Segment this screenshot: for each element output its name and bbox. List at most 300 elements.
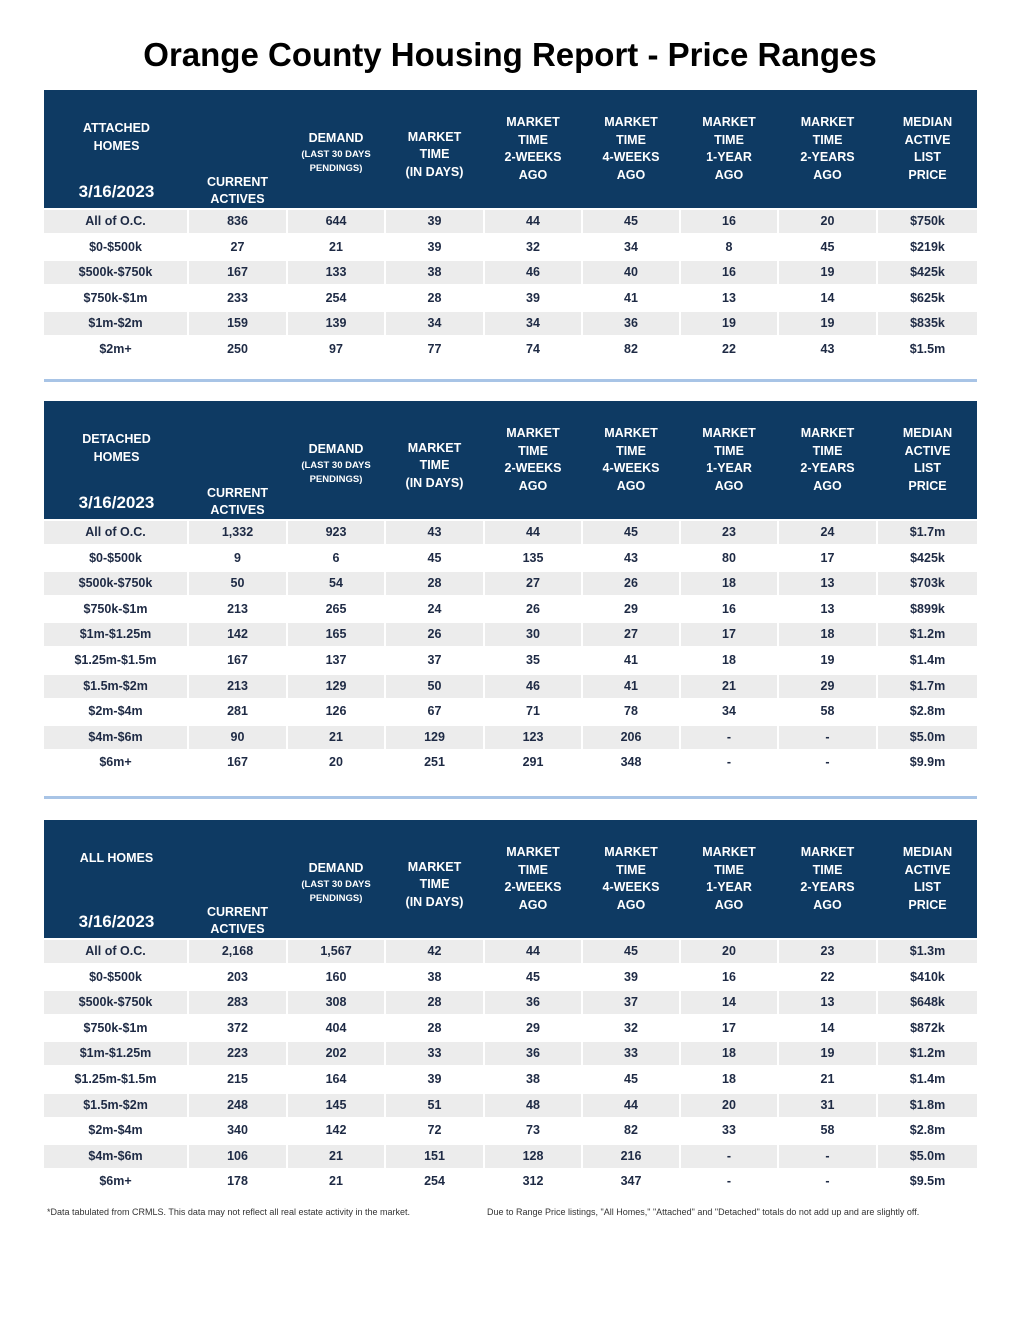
- table-cell: 71: [485, 700, 581, 723]
- table-cell: 145: [288, 1094, 384, 1117]
- price-range-cell: $4m-$6m: [44, 726, 187, 749]
- table-cell: 82: [583, 338, 679, 361]
- table-cell: 29: [779, 675, 876, 698]
- table-row: [44, 698, 977, 724]
- column-header: [681, 401, 777, 519]
- table-cell: 164: [288, 1068, 384, 1091]
- table-cell: 43: [386, 521, 483, 544]
- table-cell: 45: [485, 966, 581, 989]
- table-cell: 36: [583, 312, 679, 335]
- table-cell: 24: [386, 598, 483, 621]
- table-cell: 213: [189, 598, 286, 621]
- table-cell: 35: [485, 649, 581, 672]
- column-header-label: MEDIAN ACTIVE LIST PRICE: [902, 115, 953, 182]
- table-row: [44, 596, 977, 622]
- table-cell: 206: [583, 726, 679, 749]
- table-cell: 281: [189, 700, 286, 723]
- price-range-cell: All of O.C.: [44, 940, 187, 963]
- table-cell: 17: [681, 623, 777, 646]
- table-cell: $1.4m: [878, 649, 977, 672]
- footnote-source: *Data tabulated from CRMLS. This data may not reflect all real estate activity in the market.: [47, 1207, 410, 1217]
- table-cell: 19: [779, 649, 876, 672]
- column-header: [288, 401, 384, 523]
- table-row: [44, 1092, 977, 1118]
- table-cell: 23: [681, 521, 777, 544]
- segment-label: ALL HOMES: [79, 851, 154, 865]
- table-cell: 41: [583, 649, 679, 672]
- table-cell: 45: [583, 940, 679, 963]
- table-cell: 39: [583, 966, 679, 989]
- column-header-label: MARKET TIME 1-YEAR AGO: [702, 115, 756, 182]
- column-header: [681, 820, 777, 938]
- table-cell: 72: [386, 1119, 483, 1142]
- table-cell: 32: [485, 236, 581, 259]
- table-cell: 308: [288, 991, 384, 1014]
- section-divider: [44, 379, 977, 382]
- table-cell: $1.2m: [878, 1042, 977, 1065]
- table-cell: 33: [681, 1119, 777, 1142]
- table-cell: $1.2m: [878, 623, 977, 646]
- table-cell: $1.8m: [878, 1094, 977, 1117]
- table-cell: 20: [681, 1094, 777, 1117]
- table-cell: 34: [583, 236, 679, 259]
- table-row: [44, 519, 977, 545]
- table-cell: -: [681, 751, 777, 774]
- table-cell: 13: [779, 598, 876, 621]
- table-cell: -: [681, 1170, 777, 1193]
- table-cell: 33: [583, 1042, 679, 1065]
- price-range-cell: $0-$500k: [44, 236, 187, 259]
- table-cell: 123: [485, 726, 581, 749]
- table-cell: 13: [681, 287, 777, 310]
- table-cell: -: [681, 726, 777, 749]
- table-cell: 129: [386, 726, 483, 749]
- table-cell: 36: [485, 991, 581, 1014]
- column-header: [386, 401, 483, 525]
- price-range-cell: $1.5m-$2m: [44, 1094, 187, 1117]
- price-range-cell: $0-$500k: [44, 966, 187, 989]
- table-cell: 128: [485, 1145, 581, 1168]
- table-cell: 291: [485, 751, 581, 774]
- column-header: [878, 401, 977, 519]
- price-range-cell: $750k-$1m: [44, 1017, 187, 1040]
- table-row: [44, 285, 977, 311]
- column-header-label: MARKET TIME 1-YEAR AGO: [702, 426, 756, 493]
- column-header: [583, 401, 679, 519]
- table-cell: 18: [681, 1068, 777, 1091]
- table-cell: 46: [485, 675, 581, 698]
- report-date: 3/16/2023: [78, 493, 155, 512]
- column-header-label: MARKET TIME (IN DAYS): [405, 859, 464, 909]
- demand-header-sublabel: (LAST 30 DAYS PENDINGS): [301, 878, 371, 904]
- table-cell: 44: [485, 521, 581, 544]
- table-cell: 22: [681, 338, 777, 361]
- table-cell: 38: [386, 966, 483, 989]
- table-cell: 283: [189, 991, 286, 1014]
- table-cell: $872k: [878, 1017, 977, 1040]
- table-cell: 167: [189, 751, 286, 774]
- table-cell: 14: [779, 287, 876, 310]
- table-row: [44, 259, 977, 285]
- section-divider: [44, 796, 977, 799]
- table-cell: 347: [583, 1170, 679, 1193]
- table-cell: 135: [485, 547, 581, 570]
- table-header: [44, 401, 977, 519]
- table-cell: 248: [189, 1094, 286, 1117]
- table-row: [44, 964, 977, 990]
- price-range-cell: $1.25m-$1.5m: [44, 649, 187, 672]
- table-cell: 43: [779, 338, 876, 361]
- table-row: [44, 749, 977, 775]
- table-cell: 29: [583, 598, 679, 621]
- table-cell: 30: [485, 623, 581, 646]
- table-cell: 19: [681, 312, 777, 335]
- table-cell: 44: [485, 210, 581, 233]
- table-row: [44, 570, 977, 596]
- column-header: [779, 401, 876, 519]
- table-cell: 45: [583, 521, 679, 544]
- table-cell: 372: [189, 1017, 286, 1040]
- table-cell: 26: [583, 572, 679, 595]
- column-header: [386, 820, 483, 944]
- table-cell: 644: [288, 210, 384, 233]
- table-cell: 254: [288, 287, 384, 310]
- table-row: [44, 621, 977, 647]
- price-range-cell: $1.25m-$1.5m: [44, 1068, 187, 1091]
- table-cell: 16: [681, 210, 777, 233]
- column-header-label: MARKET TIME 2-WEEKS AGO: [504, 845, 562, 912]
- table-row: [44, 1015, 977, 1041]
- table-cell: $425k: [878, 261, 977, 284]
- column-header: [878, 820, 977, 938]
- table-cell: 167: [189, 649, 286, 672]
- table-cell: 133: [288, 261, 384, 284]
- table-cell: 167: [189, 261, 286, 284]
- price-range-cell: All of O.C.: [44, 521, 187, 544]
- column-header-label: MARKET TIME 2-YEARS AGO: [800, 845, 855, 912]
- price-range-cell: $500k-$750k: [44, 991, 187, 1014]
- table-cell: 41: [583, 675, 679, 698]
- table-row: [44, 310, 977, 336]
- column-header-label: CURRENT ACTIVES: [206, 174, 269, 206]
- column-header-label: MARKET TIME (IN DAYS): [405, 440, 464, 490]
- table-cell: 21: [288, 236, 384, 259]
- table-cell: 82: [583, 1119, 679, 1142]
- table-cell: 29: [485, 1017, 581, 1040]
- table-cell: 45: [779, 236, 876, 259]
- table-cell: 38: [386, 261, 483, 284]
- price-range-cell: All of O.C.: [44, 210, 187, 233]
- table-cell: 33: [386, 1042, 483, 1065]
- price-range-cell: $1m-$2m: [44, 312, 187, 335]
- table-cell: 18: [681, 572, 777, 595]
- column-header-label: MARKET TIME (IN DAYS): [405, 129, 464, 179]
- table-cell: 139: [288, 312, 384, 335]
- segment-label: ATTACHED HOMES: [83, 121, 150, 153]
- table-cell: 21: [288, 726, 384, 749]
- table-cell: 404: [288, 1017, 384, 1040]
- table-cell: 254: [386, 1170, 483, 1193]
- table-cell: 34: [386, 312, 483, 335]
- table-cell: 216: [583, 1145, 679, 1168]
- table-cell: 213: [189, 675, 286, 698]
- report-date: 3/16/2023: [78, 182, 155, 201]
- table-cell: 14: [779, 1017, 876, 1040]
- table-cell: $835k: [878, 312, 977, 335]
- price-range-cell: $2m-$4m: [44, 1119, 187, 1142]
- table-cell: 42: [386, 940, 483, 963]
- table-cell: 126: [288, 700, 384, 723]
- column-header: [583, 90, 679, 208]
- price-range-cell: $4m-$6m: [44, 1145, 187, 1168]
- table-cell: 1,567: [288, 940, 384, 963]
- table-cell: 22: [779, 966, 876, 989]
- table-cell: 27: [583, 623, 679, 646]
- table-cell: 80: [681, 547, 777, 570]
- table-cell: -: [779, 1145, 876, 1168]
- table-row: [44, 336, 977, 362]
- column-header: [779, 820, 876, 938]
- price-range-cell: $750k-$1m: [44, 287, 187, 310]
- table-cell: $750k: [878, 210, 977, 233]
- table-cell: 44: [583, 1094, 679, 1117]
- table-cell: 58: [779, 700, 876, 723]
- table-cell: 46: [485, 261, 581, 284]
- table-cell: 21: [288, 1145, 384, 1168]
- table-cell: $9.9m: [878, 751, 977, 774]
- table-cell: $899k: [878, 598, 977, 621]
- table-cell: -: [681, 1145, 777, 1168]
- column-header: [288, 90, 384, 212]
- table-cell: 48: [485, 1094, 581, 1117]
- column-header-label: MARKET TIME 4-WEEKS AGO: [602, 845, 660, 912]
- price-range-cell: $500k-$750k: [44, 261, 187, 284]
- table-cell: 37: [386, 649, 483, 672]
- table-cell: 137: [288, 649, 384, 672]
- table-cell: 40: [583, 261, 679, 284]
- table-cell: 26: [485, 598, 581, 621]
- table-row: [44, 724, 977, 750]
- table-cell: 58: [779, 1119, 876, 1142]
- table-cell: 28: [386, 1017, 483, 1040]
- column-header: [485, 90, 581, 208]
- price-range-cell: $1m-$1.25m: [44, 623, 187, 646]
- table-header: [44, 820, 977, 938]
- table-cell: 223: [189, 1042, 286, 1065]
- demand-header-label: DEMAND: [308, 442, 364, 457]
- table-cell: 312: [485, 1170, 581, 1193]
- price-range-cell: $6m+: [44, 751, 187, 774]
- table-cell: $625k: [878, 287, 977, 310]
- table-cell: 17: [681, 1017, 777, 1040]
- table-cell: 39: [386, 1068, 483, 1091]
- table-cell: $1.5m: [878, 338, 977, 361]
- table-cell: 90: [189, 726, 286, 749]
- table-cell: 18: [681, 1042, 777, 1065]
- table-cell: 923: [288, 521, 384, 544]
- report-date: 3/16/2023: [78, 912, 155, 931]
- table-cell: 159: [189, 312, 286, 335]
- table-cell: -: [779, 726, 876, 749]
- table-cell: 202: [288, 1042, 384, 1065]
- table-cell: 77: [386, 338, 483, 361]
- table-cell: 51: [386, 1094, 483, 1117]
- table-cell: 19: [779, 261, 876, 284]
- table-cell: 106: [189, 1145, 286, 1168]
- column-header-label: MARKET TIME 2-YEARS AGO: [800, 115, 855, 182]
- table-cell: $1.4m: [878, 1068, 977, 1091]
- table-cell: 142: [288, 1119, 384, 1142]
- table-cell: 44: [485, 940, 581, 963]
- demand-header-sublabel: (LAST 30 DAYS PENDINGS): [301, 148, 371, 174]
- table-cell: 78: [583, 700, 679, 723]
- table-cell: 39: [485, 287, 581, 310]
- table-cell: 13: [779, 572, 876, 595]
- table-cell: 20: [288, 751, 384, 774]
- table-cell: 31: [779, 1094, 876, 1117]
- table-cell: $1.7m: [878, 675, 977, 698]
- table-cell: 27: [189, 236, 286, 259]
- table-row: [44, 1040, 977, 1066]
- table-row: [44, 673, 977, 699]
- price-range-table: [44, 90, 977, 362]
- table-cell: 24: [779, 521, 876, 544]
- table-cell: 27: [485, 572, 581, 595]
- table-cell: 129: [288, 675, 384, 698]
- table-cell: 165: [288, 623, 384, 646]
- table-cell: 8: [681, 236, 777, 259]
- table-cell: 178: [189, 1170, 286, 1193]
- table-row: [44, 234, 977, 260]
- table-cell: 38: [485, 1068, 581, 1091]
- table-cell: 251: [386, 751, 483, 774]
- table-cell: 43: [583, 547, 679, 570]
- table-cell: 1,332: [189, 521, 286, 544]
- table-cell: $1.3m: [878, 940, 977, 963]
- table-cell: 265: [288, 598, 384, 621]
- column-header-label: CURRENT ACTIVES: [206, 904, 269, 936]
- table-cell: 250: [189, 338, 286, 361]
- price-range-table: [44, 820, 977, 1194]
- demand-header-label: DEMAND: [308, 131, 364, 146]
- table-cell: $2.8m: [878, 700, 977, 723]
- price-range-cell: $750k-$1m: [44, 598, 187, 621]
- table-row: [44, 989, 977, 1015]
- column-header: [878, 90, 977, 208]
- column-header-label: MARKET TIME 4-WEEKS AGO: [602, 426, 660, 493]
- table-cell: 28: [386, 572, 483, 595]
- table-cell: $648k: [878, 991, 977, 1014]
- column-header: [485, 401, 581, 519]
- table-header: [44, 90, 977, 208]
- column-header-label: MEDIAN ACTIVE LIST PRICE: [902, 845, 953, 912]
- table-cell: 340: [189, 1119, 286, 1142]
- table-cell: 39: [386, 236, 483, 259]
- column-header-label: MARKET TIME 1-YEAR AGO: [702, 845, 756, 912]
- column-header-label: MEDIAN ACTIVE LIST PRICE: [902, 426, 953, 493]
- table-cell: 23: [779, 940, 876, 963]
- table-cell: 18: [681, 649, 777, 672]
- table-cell: 836: [189, 210, 286, 233]
- table-row: [44, 208, 977, 234]
- table-cell: 151: [386, 1145, 483, 1168]
- table-cell: 16: [681, 598, 777, 621]
- price-range-cell: $1.5m-$2m: [44, 675, 187, 698]
- column-header: [681, 90, 777, 208]
- table-cell: 203: [189, 966, 286, 989]
- table-cell: $703k: [878, 572, 977, 595]
- table-cell: 97: [288, 338, 384, 361]
- column-header-label: MARKET TIME 2-YEARS AGO: [800, 426, 855, 493]
- table-cell: $410k: [878, 966, 977, 989]
- table-cell: 37: [583, 991, 679, 1014]
- table-cell: 45: [583, 1068, 679, 1091]
- table-cell: 6: [288, 547, 384, 570]
- table-cell: 45: [386, 547, 483, 570]
- column-header-label: MARKET TIME 4-WEEKS AGO: [602, 115, 660, 182]
- price-range-cell: $2m+: [44, 338, 187, 361]
- table-cell: $1.7m: [878, 521, 977, 544]
- table-cell: 348: [583, 751, 679, 774]
- table-cell: 41: [583, 287, 679, 310]
- price-range-cell: $1m-$1.25m: [44, 1042, 187, 1065]
- table-cell: 28: [386, 991, 483, 1014]
- table-cell: 21: [288, 1170, 384, 1193]
- footnote-totals: Due to Range Price listings, "All Homes," "Attached" and "Detached" totals do not add up and are slightly off.: [487, 1207, 920, 1217]
- table-row: [44, 1143, 977, 1169]
- table-cell: $5.0m: [878, 726, 977, 749]
- table-cell: 18: [779, 623, 876, 646]
- table-cell: 20: [681, 940, 777, 963]
- table-cell: 32: [583, 1017, 679, 1040]
- table-cell: 54: [288, 572, 384, 595]
- table-cell: $425k: [878, 547, 977, 570]
- table-row: [44, 1066, 977, 1092]
- table-cell: 73: [485, 1119, 581, 1142]
- table-cell: -: [779, 1170, 876, 1193]
- table-row: [44, 1117, 977, 1143]
- price-range-table: [44, 401, 977, 775]
- price-range-cell: $0-$500k: [44, 547, 187, 570]
- table-cell: 74: [485, 338, 581, 361]
- table-cell: 17: [779, 547, 876, 570]
- table-cell: 45: [583, 210, 679, 233]
- table-cell: 215: [189, 1068, 286, 1091]
- table-cell: 2,168: [189, 940, 286, 963]
- table-cell: 16: [681, 261, 777, 284]
- table-row: [44, 545, 977, 571]
- table-cell: 21: [681, 675, 777, 698]
- table-cell: 26: [386, 623, 483, 646]
- column-header: [779, 90, 876, 208]
- table-cell: $9.5m: [878, 1170, 977, 1193]
- column-header: [485, 820, 581, 938]
- table-row: [44, 1168, 977, 1194]
- table-cell: 19: [779, 312, 876, 335]
- table-cell: 67: [386, 700, 483, 723]
- table-cell: 50: [386, 675, 483, 698]
- table-cell: $5.0m: [878, 1145, 977, 1168]
- column-header: [288, 820, 384, 942]
- table-cell: 34: [485, 312, 581, 335]
- table-cell: 39: [386, 210, 483, 233]
- table-cell: 50: [189, 572, 286, 595]
- table-cell: $2.8m: [878, 1119, 977, 1142]
- segment-label: DETACHED HOMES: [82, 432, 151, 464]
- table-cell: 142: [189, 623, 286, 646]
- page-title: Orange County Housing Report - Price Ranges: [143, 36, 877, 73]
- column-header-label: CURRENT ACTIVES: [206, 485, 269, 517]
